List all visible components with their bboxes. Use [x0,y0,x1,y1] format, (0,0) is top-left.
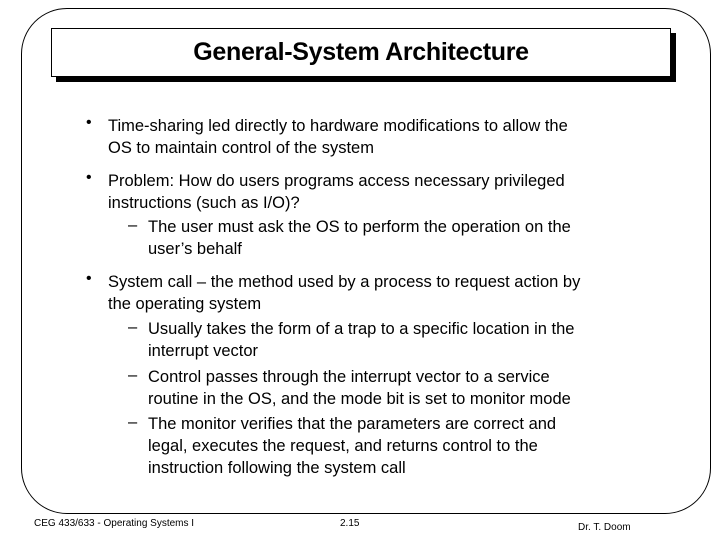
sub-dash: – [128,413,138,431]
sub-dash: – [128,318,138,336]
bullet-1 [108,115,568,159]
sub-line: user’s behalf [148,240,242,258]
bullet-2 [108,170,565,214]
bullet-dot: • [86,270,92,287]
bullet-3-sub-3 [148,413,556,479]
footer-author: Dr. T. Doom [578,522,631,533]
bullet-1-line-1: Time-sharing led directly to hardware modifications to allow the [108,117,568,135]
bullet-1-line-2: OS to maintain control of the system [108,139,374,157]
footer-page-number: 2.15 [340,518,360,529]
sub-line: The user must ask the OS to perform the operation on the [148,218,571,236]
bullet-dot: • [86,114,92,131]
slide-title: General-System Architecture [193,38,529,66]
sub-line: interrupt vector [148,342,259,360]
bullet-2-line-1: Problem: How do users programs access necessary privileged [108,172,565,190]
footer-course: CEG 433/633 - Operating Systems I [34,518,195,529]
sub-line: Usually takes the form of a trap to a specific location in the [148,320,575,338]
bullet-3-line-2: the operating system [108,295,262,313]
bullet-3-sub-2 [148,366,571,410]
sub-dash: – [128,216,138,234]
sub-dash: – [128,366,138,384]
bullet-2-sub-1 [148,216,571,260]
bullet-2-line-2: instructions (such as I/O)? [108,194,300,212]
bullet-3 [108,271,580,315]
title-box [51,28,671,77]
bullet-dot: • [86,169,92,186]
sub-line: Control passes through the interrupt vector to a service [148,368,550,386]
sub-line: legal, executes the request, and returns control to the [148,437,538,455]
bullet-3-sub-1 [148,318,574,362]
sub-line: The monitor verifies that the parameters are correct and [148,415,557,433]
sub-line: routine in the OS, and the mode bit is set to monitor mode [148,390,571,408]
sub-line: instruction following the system call [148,459,406,477]
bullet-3-line-1: System call – the method used by a process to request action by [108,273,581,291]
